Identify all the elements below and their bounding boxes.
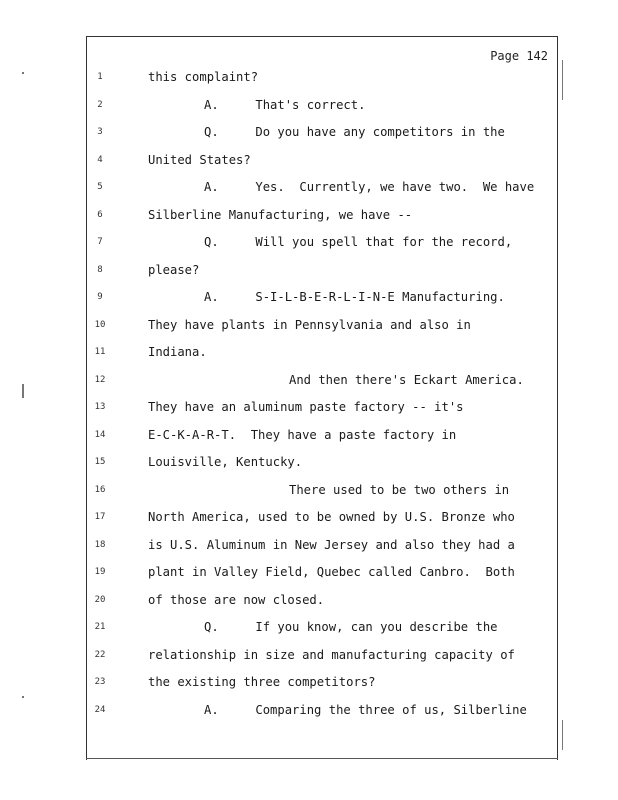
- scan-speck: [22, 696, 24, 698]
- transcript-line: this complaint?: [148, 70, 259, 84]
- transcript-line: relationship in size and manufacturing capacity of: [148, 648, 515, 662]
- transcript-line: Silberline Manufacturing, we have --: [148, 208, 413, 222]
- line-number: 24: [94, 705, 106, 715]
- line-number: 4: [97, 155, 103, 165]
- line-number: 22: [94, 650, 106, 660]
- line-number: 3: [97, 127, 103, 137]
- line-number: 7: [97, 237, 103, 247]
- transcript-line: United States?: [148, 153, 251, 167]
- line-number: 9: [97, 292, 103, 302]
- line-number: 15: [94, 457, 106, 467]
- transcript-line: They have an aluminum paste factory -- it's: [148, 400, 464, 414]
- transcript-line: E-C-K-A-R-T. They have a paste factory in: [148, 428, 457, 442]
- scan-speck: [22, 72, 24, 74]
- transcript-line: Q. If you know, can you describe the: [204, 620, 498, 634]
- transcript-line: is U.S. Aluminum in New Jersey and also they had a: [148, 538, 515, 552]
- transcript-line: plant in Valley Field, Quebec called Canbro. Both: [148, 565, 515, 579]
- transcript-line: of those are now closed.: [148, 593, 325, 607]
- page-number: Page 142: [490, 49, 548, 63]
- scan-speck: [562, 60, 563, 100]
- transcript-line: North America, used to be owned by U.S. Bronze who: [148, 510, 515, 524]
- line-number: 19: [94, 567, 106, 577]
- transcript-line: Q. Will you spell that for the record,: [204, 235, 513, 249]
- line-number: 5: [97, 182, 103, 192]
- line-number: 16: [94, 485, 106, 495]
- line-number: 8: [97, 265, 103, 275]
- transcript-line: please?: [148, 263, 200, 277]
- line-number: 1: [97, 72, 103, 82]
- transcript-line: A. Yes. Currently, we have two. We have: [204, 180, 535, 194]
- transcript-line: Indiana.: [148, 345, 207, 359]
- line-number: 10: [94, 320, 106, 330]
- transcript-line: the existing three competitors?: [148, 675, 376, 689]
- scan-speck: [562, 720, 563, 750]
- line-number: 2: [97, 100, 103, 110]
- line-number: 11: [94, 347, 106, 357]
- line-number: 14: [94, 430, 106, 440]
- line-number: 12: [94, 375, 106, 385]
- scan-speck: [22, 384, 24, 398]
- transcript-line: A. S-I-L-B-E-R-L-I-N-E Manufacturing.: [204, 290, 505, 304]
- line-number: 20: [94, 595, 106, 605]
- frame-top-border: [86, 36, 558, 37]
- transcript-line: Q. Do you have any competitors in the: [204, 125, 505, 139]
- frame-right-border: [557, 36, 558, 760]
- transcript-line: Louisville, Kentucky.: [148, 455, 303, 469]
- transcript-line: And then there's Eckart America.: [289, 373, 524, 387]
- line-number: 13: [94, 402, 106, 412]
- line-number: 6: [97, 210, 103, 220]
- line-number: 23: [94, 677, 106, 687]
- frame-bottom-border: [86, 758, 558, 759]
- line-number: 21: [94, 622, 106, 632]
- line-number: 18: [94, 540, 106, 550]
- frame-left-border: [86, 36, 87, 760]
- transcript-line: A. Comparing the three of us, Silberline: [204, 703, 527, 717]
- transcript-line: There used to be two others in: [289, 483, 510, 497]
- transcript-line: They have plants in Pennsylvania and also in: [148, 318, 471, 332]
- line-number: 17: [94, 512, 106, 522]
- transcript-line: A. That's correct.: [204, 98, 366, 112]
